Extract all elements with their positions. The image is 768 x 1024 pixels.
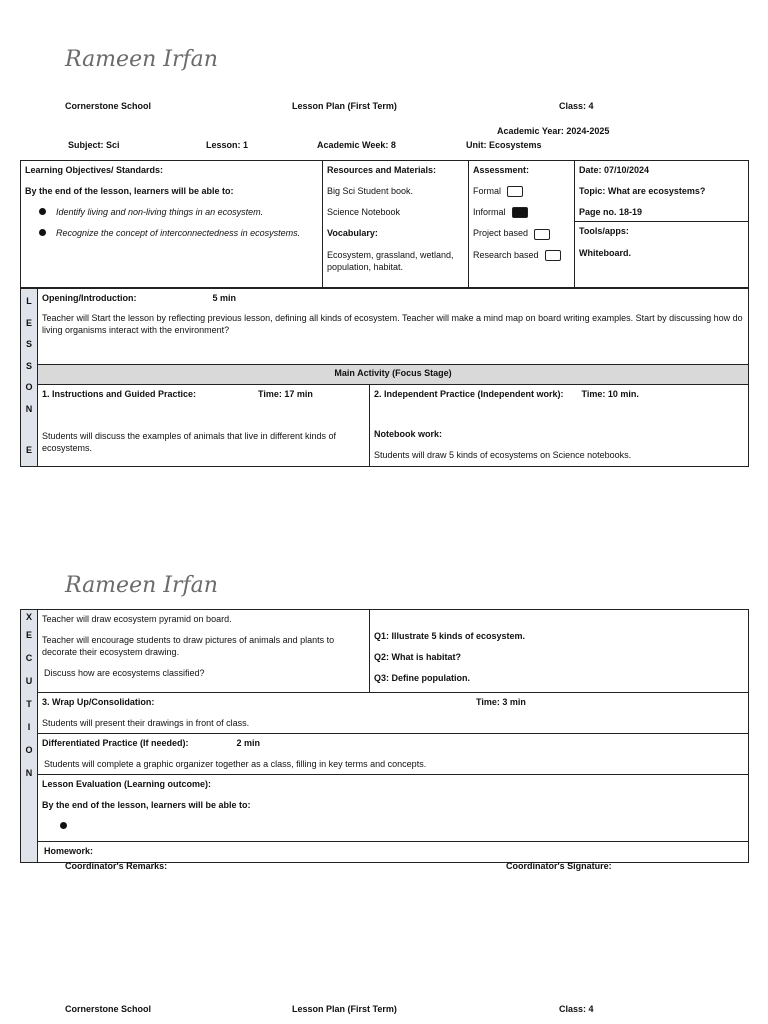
side-letter: O: [25, 382, 33, 392]
differentiated-text: Students will complete a graphic organizer together as a class, filling in key terms and concepts.: [44, 759, 427, 770]
differentiated-cell: [38, 734, 749, 775]
side-letter: E: [25, 630, 32, 640]
assessment-informal-label: Informal: [473, 207, 506, 218]
vocabulary-title: Vocabulary:: [327, 228, 378, 239]
page2-guided-item: Discuss how are ecosystems classified?: [44, 668, 205, 679]
opening-text: Teacher will Start the lesson by reflecting previous lesson, defining all kinds of ecosystem. Teacher will make a mind map on board writing examples. Start by discussing how do living organisms interact with the environment?: [42, 313, 743, 336]
informal-checkbox[interactable]: [512, 207, 528, 218]
objective-item: Recognize the concept of interconnectedness in ecosystems.: [56, 228, 301, 239]
homework-cell: Homework:: [38, 842, 749, 863]
lesson-table: [20, 288, 749, 467]
resources-title: Resources and Materials:: [327, 165, 437, 175]
class-label: Class: 4: [559, 101, 594, 111]
side-letter: L: [26, 296, 32, 306]
question-item: Q2: What is habitat?: [374, 652, 462, 663]
plan-title-page3: Lesson Plan (First Term): [292, 1004, 397, 1014]
evaluation-cell: [38, 775, 749, 842]
lesson-side-label: [21, 289, 38, 467]
guided-cell: [38, 385, 370, 467]
side-letter: E: [25, 317, 32, 328]
wrapup-text: Students will present their drawings in front of class.: [42, 718, 250, 729]
side-letter: E: [25, 445, 32, 455]
side-letter: C: [25, 653, 33, 663]
vocabulary-text: Ecosystem, grassland, wetland, population, habitat.: [327, 249, 454, 272]
side-letter: N: [25, 403, 33, 414]
objectives-cell: [21, 161, 323, 288]
opening-time: 5 min: [212, 293, 236, 303]
academic-year: Academic Year: 2024-2025: [497, 126, 610, 136]
tools-cell: [575, 222, 749, 288]
school-name: Cornerstone School: [65, 101, 152, 111]
resource-item: Science Notebook: [327, 207, 401, 218]
independent-title: 2. Independent Practice (Independent work):: [374, 389, 564, 399]
question-item: Q3: Define population.: [374, 673, 470, 684]
tools-text: Whiteboard.: [579, 247, 631, 258]
evaluation-title: Lesson Evaluation (Learning outcome):: [42, 779, 212, 789]
side-letter: S: [25, 339, 32, 349]
project-checkbox[interactable]: [534, 229, 550, 240]
side-letter: N: [25, 768, 33, 778]
side-letter: O: [25, 745, 33, 755]
author-name-page2: Rameen Irfan: [65, 573, 218, 598]
objectives-table: [20, 160, 749, 288]
guided-text: Students will discuss the examples of animals that live in different kinds of ecosystems.: [42, 431, 336, 454]
notebook-title: Notebook work:: [374, 429, 443, 440]
subject-label: Subject: Sci: [68, 140, 120, 150]
side-letter: X: [25, 612, 32, 622]
resource-item: Big Sci Student book.: [327, 186, 414, 197]
independent-text: Students will draw 5 kinds of ecosystems on Science notebooks.: [374, 450, 632, 461]
guided-time: Time: 17 min: [258, 389, 313, 399]
plan-title: Lesson Plan (First Term): [292, 101, 397, 111]
date-topic-cell: [575, 161, 749, 222]
author-name: Rameen Irfan: [65, 47, 218, 72]
objective-item: Identify living and non-living things in an ecosystem.: [56, 207, 264, 218]
guided-title: 1. Instructions and Guided Practice:: [42, 389, 197, 399]
wrapup-title: 3. Wrap Up/Consolidation:: [42, 697, 155, 707]
topic-label: Topic: What are ecosystems?: [579, 186, 706, 197]
independent-time: Time: 10 min.: [581, 389, 639, 399]
differentiated-title: Differentiated Practice (If needed):: [42, 738, 189, 748]
opening-title: Opening/Introduction:: [42, 293, 137, 303]
assessment-project-label: Project based: [473, 228, 529, 239]
research-checkbox[interactable]: [545, 250, 561, 261]
assessment-cell: [469, 161, 575, 288]
page2-guided-item: Teacher will draw ecosystem pyramid on board.: [42, 614, 232, 624]
lesson-label: Lesson: 1: [206, 140, 249, 150]
side-letter: T: [26, 699, 32, 709]
execution-side-label: [21, 610, 38, 863]
bullet-icon: [60, 822, 67, 829]
page2-guided-item: Teacher will encourage students to draw pictures of animals and plants to decorate their ecosystem drawing.: [42, 635, 335, 658]
differentiated-time: 2 min: [236, 738, 261, 748]
school-name-page3: Cornerstone School: [65, 1004, 152, 1014]
side-letter: S: [25, 360, 32, 371]
wrapup-time: Time: 3 min: [476, 697, 526, 707]
objectives-title: Learning Objectives/ Standards:: [25, 165, 164, 175]
assessment-research-label: Research based: [473, 249, 539, 260]
objectives-intro: By the end of the lesson, learners will be able to:: [25, 186, 234, 197]
class-label-page3: Class: 4: [559, 1004, 594, 1014]
academic-week: Academic Week: 8: [317, 140, 396, 150]
page-label: Page no. 18-19: [579, 207, 643, 218]
question-item: Q1: Illustrate 5 kinds of ecosystem.: [374, 631, 526, 641]
independent-cell: [370, 385, 749, 467]
execution-table: [20, 609, 749, 863]
date-label: Date: 07/10/2024: [579, 165, 650, 175]
unit-label: Unit: Ecosystems: [466, 140, 542, 150]
opening-cell: [38, 289, 749, 365]
wrapup-cell: [38, 693, 749, 734]
resources-cell: [323, 161, 469, 288]
main-activity-header: Main Activity (Focus Stage): [38, 365, 749, 385]
page2-guided-cell: [38, 610, 370, 693]
coordinator-remarks: Coordinator's Remarks:: [65, 861, 168, 871]
bullet-icon: [39, 229, 46, 236]
side-letter: I: [27, 722, 31, 732]
assessment-formal-label: Formal: [473, 186, 502, 197]
tools-title: Tools/apps:: [579, 226, 629, 237]
questions-cell: [370, 610, 749, 693]
side-letter: U: [25, 676, 33, 686]
evaluation-intro: By the end of the lesson, learners will be able to:: [42, 800, 251, 811]
formal-checkbox[interactable]: [507, 186, 523, 197]
bullet-icon: [39, 208, 46, 215]
coordinator-signature: Coordinator's Signature:: [506, 861, 612, 871]
assessment-title: Assessment:: [473, 165, 530, 175]
